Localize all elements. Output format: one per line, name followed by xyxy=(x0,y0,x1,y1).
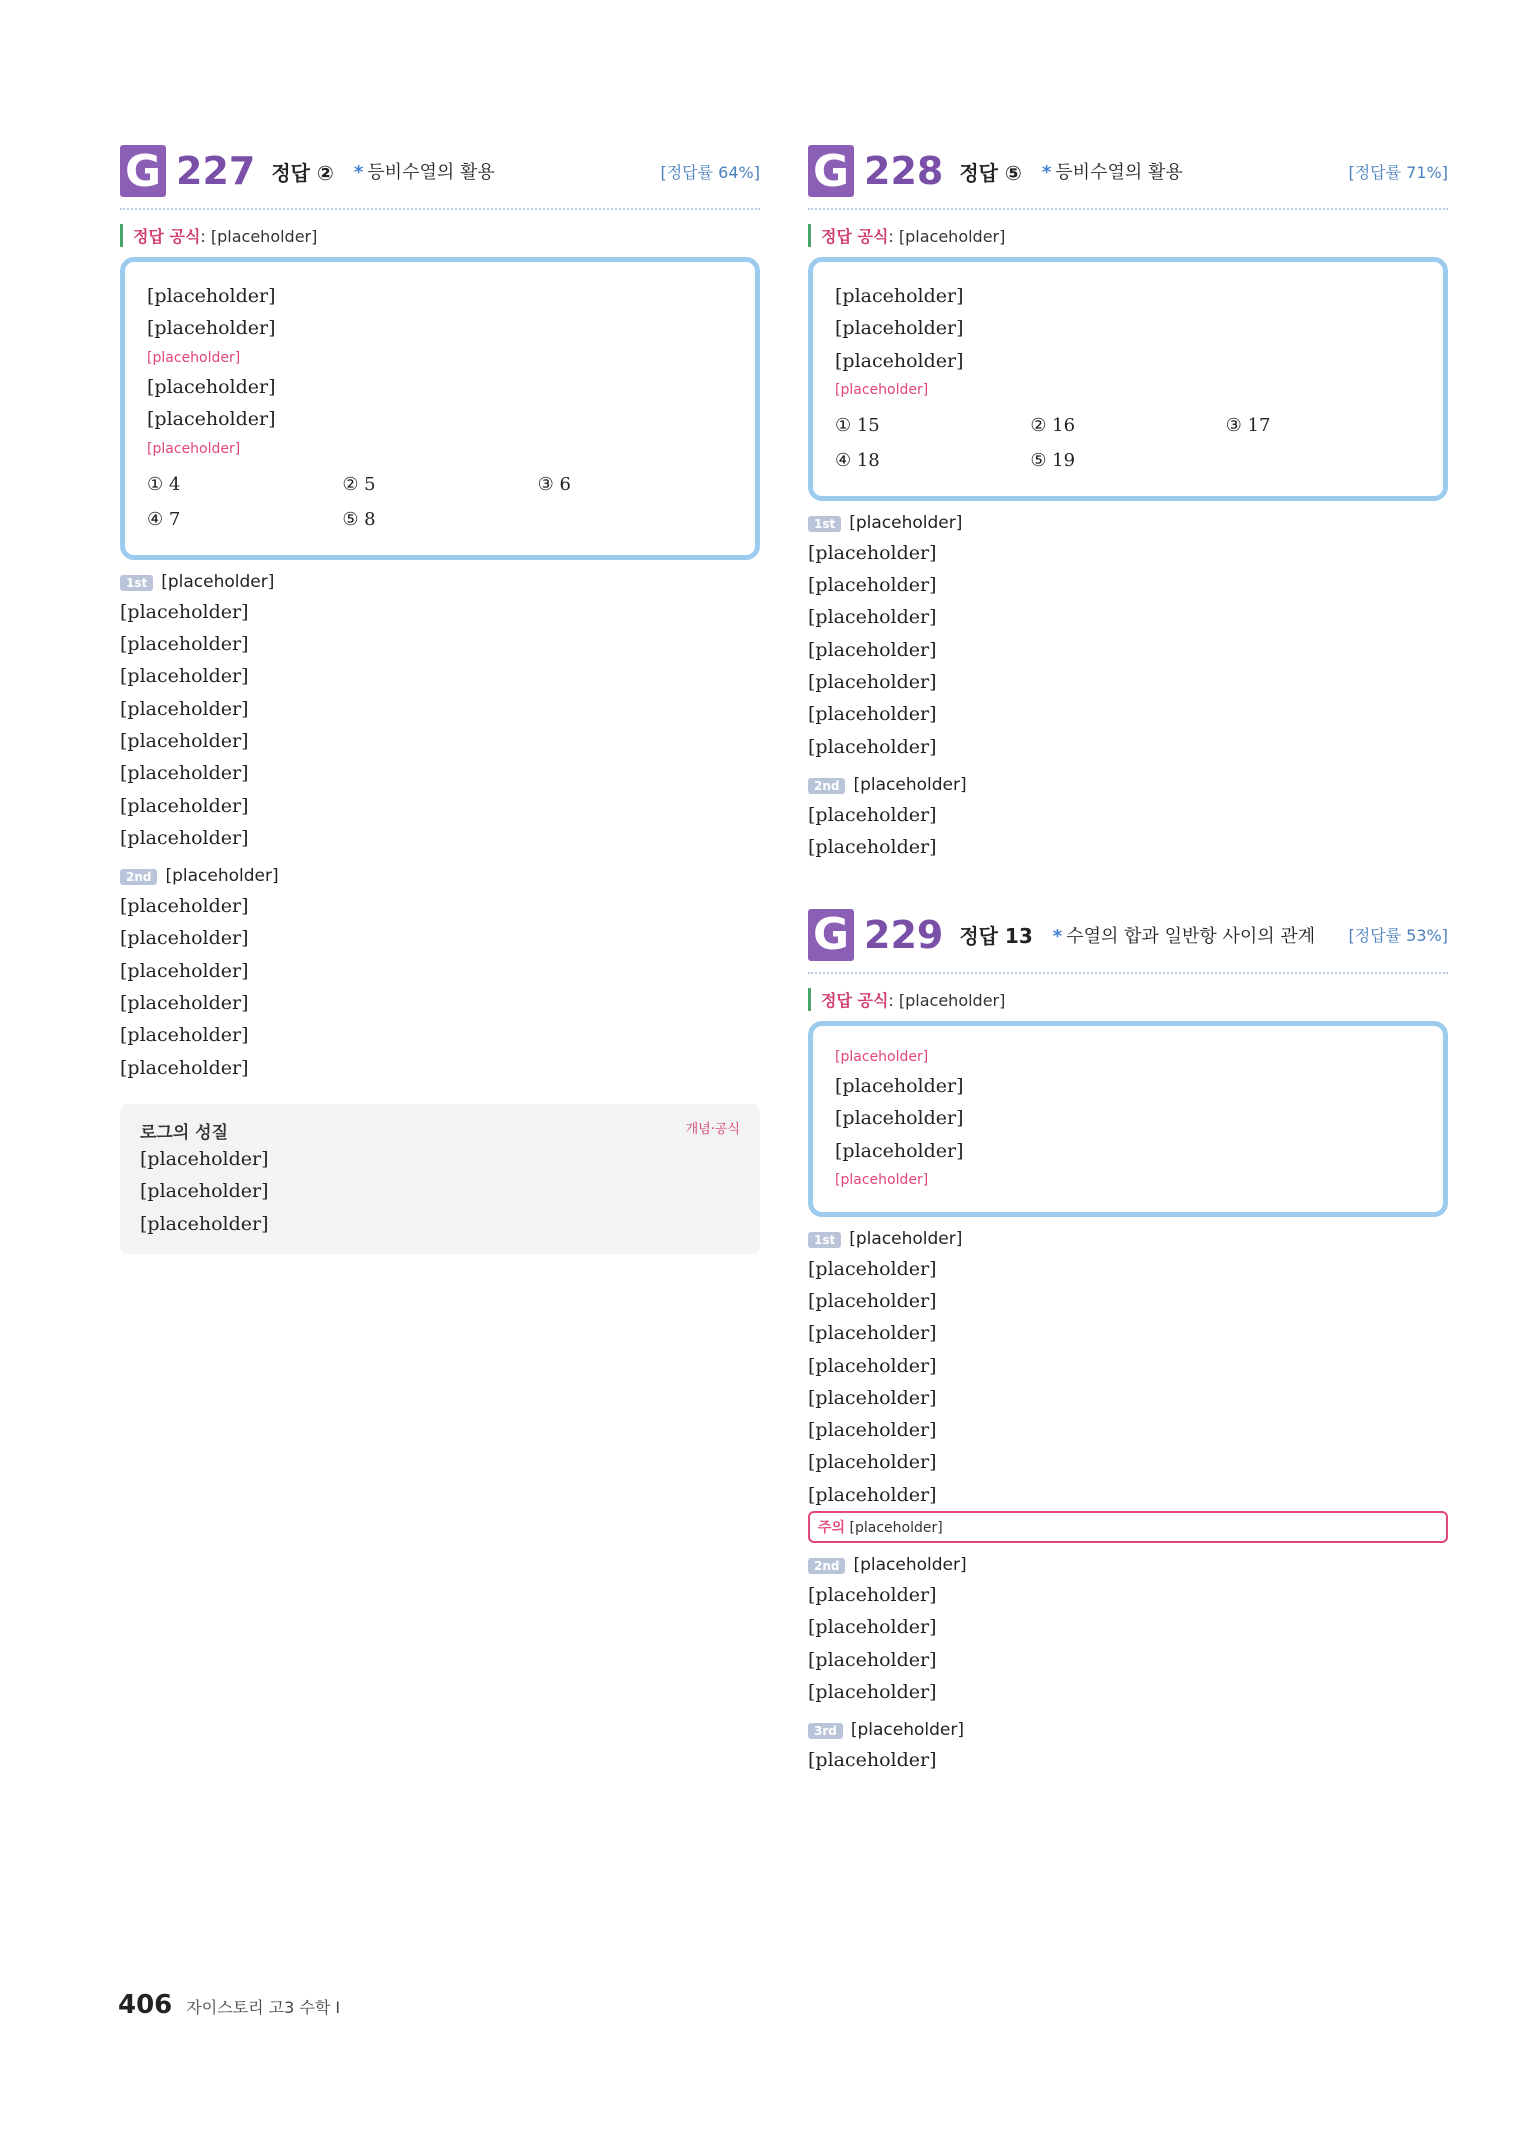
q229-summary-label: 정답 공식 xyxy=(821,990,889,1010)
q227-step1-line: [placeholder] xyxy=(120,665,249,688)
q227-hint1: [placeholder] xyxy=(147,349,241,366)
q227-step1-line: [placeholder] xyxy=(120,600,249,623)
q228-hint1: [placeholder] xyxy=(835,381,929,398)
q228-step1-title: 1st [placeholder] xyxy=(808,513,1448,533)
q227-step1-line: [placeholder] xyxy=(120,762,249,785)
q227-step1-line: [placeholder] xyxy=(120,794,249,817)
page-footer xyxy=(118,1990,340,2020)
q229-summary-text: [placeholder] xyxy=(898,990,1006,1010)
q229-problem-line: [placeholder] xyxy=(835,1075,964,1098)
q228-rate: [정답률 71%] xyxy=(1348,162,1448,182)
q229-step2-title: 2nd [placeholder] xyxy=(808,1555,1448,1575)
q229-caution xyxy=(808,1511,1448,1543)
q229-step2-line: [placeholder] xyxy=(808,1616,937,1639)
q229-section xyxy=(808,904,1448,1777)
q228-step2-line: [placeholder] xyxy=(808,803,937,826)
q229-rate: [정답률 53%] xyxy=(1348,926,1448,946)
q229-step2-line: [placeholder] xyxy=(808,1583,937,1606)
q228-step2-line: [placeholder] xyxy=(808,836,937,859)
q229-caution-label: 주의 xyxy=(818,1519,846,1536)
q229-step3-line: [placeholder] xyxy=(808,1749,937,1772)
choice: ① 4 xyxy=(147,474,181,496)
q227-problem-line: [placeholder] xyxy=(147,408,276,431)
log-props-title: 로그의 성질 xyxy=(140,1122,229,1143)
q229-step1-line: [placeholder] xyxy=(808,1483,937,1506)
q227-choices xyxy=(147,468,733,536)
q228-problem-line: [placeholder] xyxy=(835,349,964,372)
q227-problem-line: [placeholder] xyxy=(147,376,276,399)
q228-step1-line: [placeholder] xyxy=(808,703,937,726)
page-number: 406 xyxy=(118,1990,173,2020)
q228-choices xyxy=(835,409,1421,477)
q227-step2-line: [placeholder] xyxy=(120,927,249,950)
choice: ② 5 xyxy=(342,474,376,496)
log-props-tag: 개념·공식 xyxy=(685,1121,740,1137)
q227-summary-label: 정답 공식 xyxy=(133,227,201,246)
choice: ③ 17 xyxy=(1225,415,1271,437)
q228-section xyxy=(808,140,1448,864)
choice: ④ 18 xyxy=(835,449,880,471)
q227-step1-line: [placeholder] xyxy=(120,729,249,752)
log-properties-box xyxy=(120,1104,760,1254)
choice: ⑤ 19 xyxy=(1030,449,1076,471)
q229-problem-line: [placeholder] xyxy=(835,1107,964,1130)
choice: ④ 7 xyxy=(147,508,181,530)
q227-header xyxy=(120,140,760,210)
q229-step1-line: [placeholder] xyxy=(808,1322,937,1345)
right-column xyxy=(808,140,1448,1776)
q228-problem-line: [placeholder] xyxy=(835,317,964,340)
q227-problem xyxy=(120,257,760,560)
q229-step1-line: [placeholder] xyxy=(808,1419,937,1442)
q228-step1-line: [placeholder] xyxy=(808,735,937,758)
q229-header xyxy=(808,904,1448,974)
q227-problem-line: [placeholder] xyxy=(147,285,276,307)
choice: ② 16 xyxy=(1030,415,1076,437)
q229-hint2: [placeholder] xyxy=(835,1172,929,1189)
log-props-line: [placeholder] xyxy=(140,1180,269,1203)
q229-step3-title: 3rd [placeholder] xyxy=(808,1720,1448,1740)
q229-caution-text: [placeholder] xyxy=(849,1519,943,1536)
q227-step2-line: [placeholder] xyxy=(120,992,249,1015)
choice: ⑤ 8 xyxy=(342,508,376,530)
q228-header xyxy=(808,140,1448,210)
q228-step1-line: [placeholder] xyxy=(808,541,937,564)
q227-hint2: [placeholder] xyxy=(147,440,241,457)
q229-answer: 정답 13 xyxy=(959,924,1033,949)
q227-number: 227 xyxy=(176,149,256,193)
q229-step1-line: [placeholder] xyxy=(808,1354,937,1377)
q228-step1-line: [placeholder] xyxy=(808,638,937,661)
q229-topic: * 수열의 합과 일반항 사이의 관계 xyxy=(1053,922,1315,948)
q228-step1-line: [placeholder] xyxy=(808,671,937,694)
q227-step2-line: [placeholder] xyxy=(120,1056,249,1079)
q227-problem-line: [placeholder] xyxy=(147,317,276,340)
log-props-line: [placeholder] xyxy=(140,1147,269,1170)
choice: ① 15 xyxy=(835,415,880,437)
q229-badge: G xyxy=(808,909,854,961)
q228-step2-title: 2nd [placeholder] xyxy=(808,775,1448,795)
q228-summary: 정답 공식: [placeholder] xyxy=(808,224,1448,247)
q228-summary-text: [placeholder] xyxy=(898,227,1006,246)
q228-step1-line: [placeholder] xyxy=(808,574,937,597)
q227-step2-line: [placeholder] xyxy=(120,959,249,982)
q229-number: 229 xyxy=(864,912,944,957)
q227-summary-text: [placeholder] xyxy=(210,227,318,246)
q227-step2-title: 2nd [placeholder] xyxy=(120,866,760,886)
q229-step1-line: [placeholder] xyxy=(808,1451,937,1474)
q229-summary: 정답 공식: [placeholder] xyxy=(808,988,1448,1011)
q228-summary-label: 정답 공식 xyxy=(821,227,889,246)
q227-step1-line: [placeholder] xyxy=(120,633,249,656)
q229-problem-line: [placeholder] xyxy=(835,1139,964,1162)
book-title: 자이스토리 고3 수학 I xyxy=(186,1998,341,2017)
q227-section xyxy=(120,140,760,1254)
q228-problem xyxy=(808,257,1448,501)
q228-answer: 정답 ⑤ xyxy=(959,160,1022,185)
q229-step2-line: [placeholder] xyxy=(808,1680,937,1703)
q227-step2-line: [placeholder] xyxy=(120,1024,249,1047)
q229-step1-title: 1st [placeholder] xyxy=(808,1229,1448,1249)
q227-topic: * 등비수열의 활용 xyxy=(354,158,495,184)
q227-step1-title: 1st [placeholder] xyxy=(120,572,760,592)
q228-step1-line: [placeholder] xyxy=(808,606,937,629)
q227-summary: 정답 공식: [placeholder] xyxy=(120,224,760,247)
choice: ③ 6 xyxy=(537,474,571,496)
q229-step1-line: [placeholder] xyxy=(808,1289,937,1312)
q227-answer: 정답 ② xyxy=(271,160,334,185)
q227-rate: [정답률 64%] xyxy=(660,162,760,182)
q229-step2-line: [placeholder] xyxy=(808,1648,937,1671)
q228-topic: * 등비수열의 활용 xyxy=(1042,158,1183,184)
q228-badge: G xyxy=(808,145,854,197)
q227-step1-line: [placeholder] xyxy=(120,826,249,849)
q227-step2-line: [placeholder] xyxy=(120,895,249,918)
q228-number: 228 xyxy=(864,149,944,193)
q229-step1-line: [placeholder] xyxy=(808,1257,937,1280)
q227-step1-line: [placeholder] xyxy=(120,697,249,720)
q227-badge: G xyxy=(120,145,166,197)
q229-problem xyxy=(808,1021,1448,1217)
q229-hint1: [placeholder] xyxy=(835,1048,929,1065)
q229-step1-line: [placeholder] xyxy=(808,1386,937,1409)
q228-problem-line: [placeholder] xyxy=(835,285,964,307)
log-props-line: [placeholder] xyxy=(140,1212,269,1235)
